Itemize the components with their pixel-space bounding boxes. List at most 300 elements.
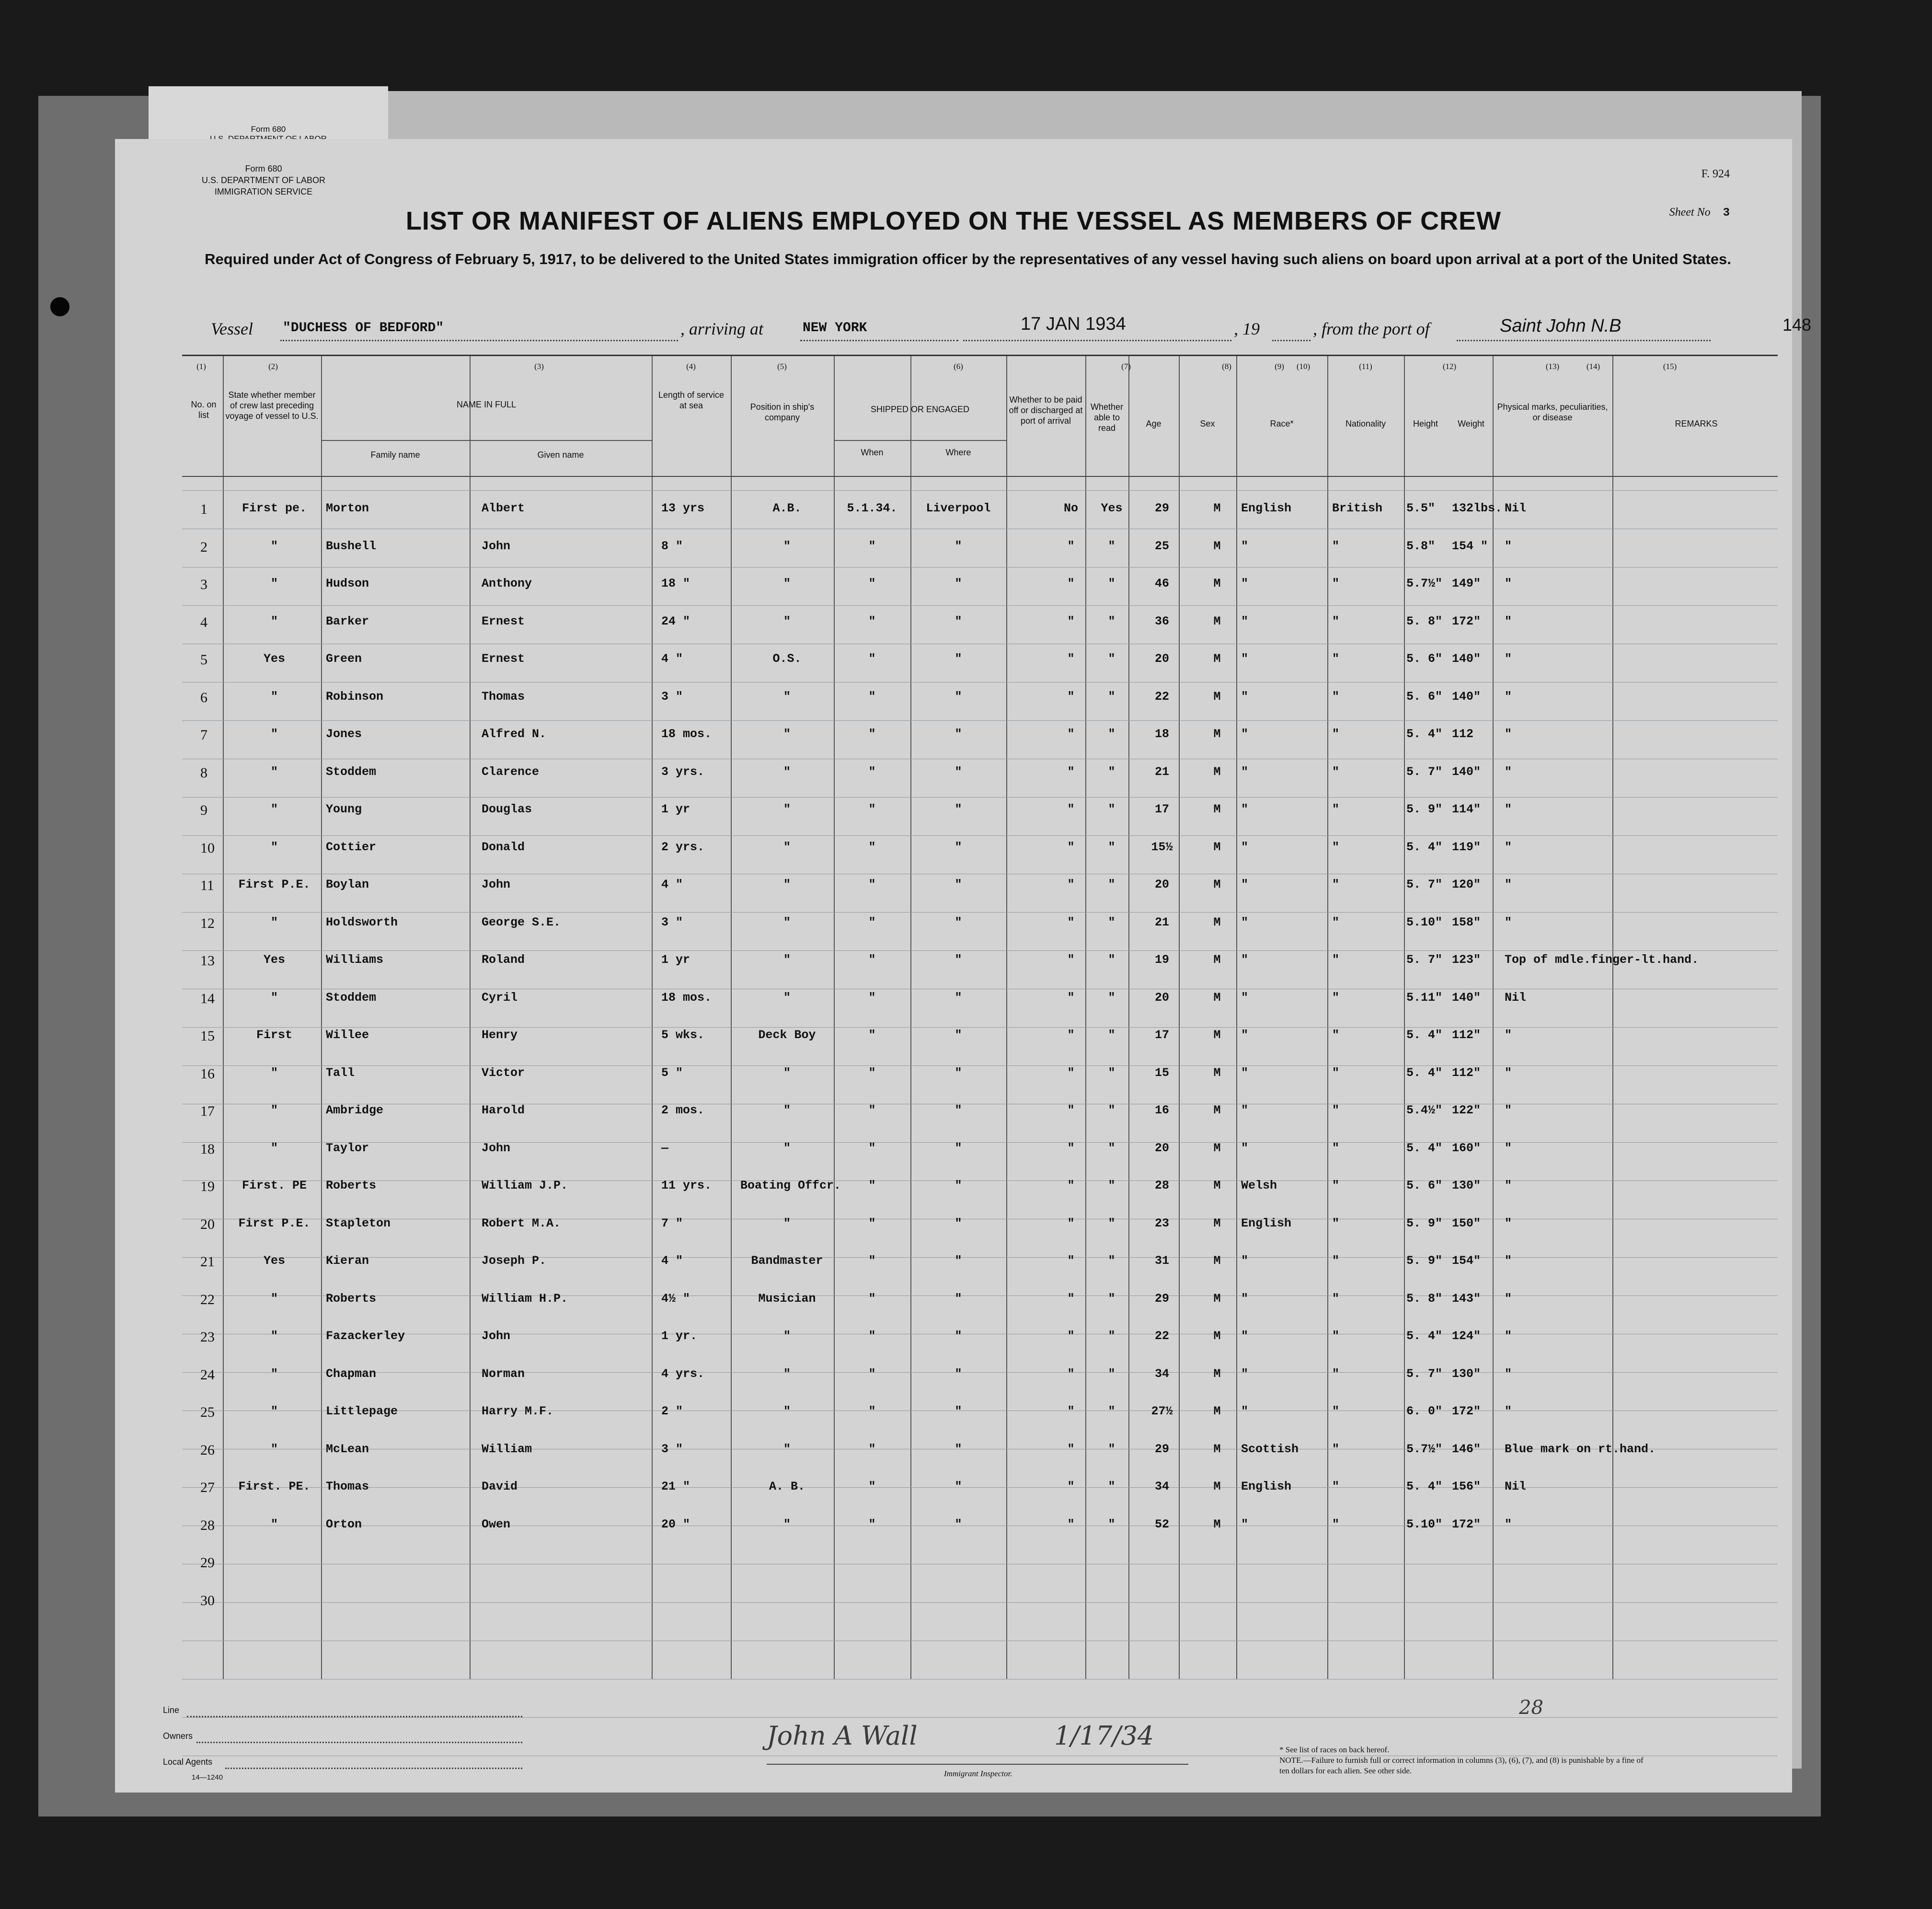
position: " xyxy=(783,990,791,1005)
crew-status: " xyxy=(270,802,278,816)
shipped-where: " xyxy=(954,1103,962,1117)
sex: M xyxy=(1213,1028,1221,1042)
position: " xyxy=(783,1103,791,1117)
sex: M xyxy=(1213,1291,1221,1306)
position: " xyxy=(783,840,791,854)
physical-marks: " xyxy=(1505,878,1512,891)
sex: M xyxy=(1213,990,1221,1005)
nationality: " xyxy=(1332,1065,1340,1080)
family-name: Green xyxy=(326,652,362,666)
length-of-service: 1 yr. xyxy=(661,1329,698,1343)
header-rule xyxy=(182,476,1778,477)
table-row xyxy=(182,1400,1778,1429)
race: " xyxy=(1241,652,1249,666)
crew-status: " xyxy=(270,1065,278,1080)
length-of-service: 4 yrs. xyxy=(661,1366,705,1381)
agents-label: Local Agents xyxy=(163,1757,213,1767)
paid-off: " xyxy=(1067,915,1075,929)
form-number: Form 680 xyxy=(245,164,282,174)
height: 5. 7" xyxy=(1406,953,1443,967)
table-row xyxy=(182,1213,1778,1241)
note-penalty: NOTE.—Failure to furnish full or correct information in columns (3), (6), (7), and (8) is punishable by a fine of ten dollars for each alien. See other side. xyxy=(1279,1756,1644,1775)
able-to-read: " xyxy=(1108,1480,1116,1493)
shipped-where: " xyxy=(954,802,962,816)
race: English xyxy=(1241,501,1292,515)
given-name: Donald xyxy=(482,840,525,854)
sex: M xyxy=(1213,840,1221,854)
race: English xyxy=(1241,1480,1292,1493)
shipped-when: " xyxy=(868,1141,876,1155)
able-to-read: " xyxy=(1108,1216,1116,1230)
paid-off: " xyxy=(1067,764,1075,779)
sex: M xyxy=(1213,1216,1221,1230)
able-to-read: " xyxy=(1108,689,1116,704)
paid-off: " xyxy=(1067,1329,1075,1343)
row-number: 5 xyxy=(200,652,207,668)
age: 36 xyxy=(1154,614,1169,628)
nationality: " xyxy=(1332,1329,1340,1343)
family-name: Williams xyxy=(326,953,384,967)
race: " xyxy=(1241,1065,1249,1080)
table-row xyxy=(182,573,1778,602)
age: 29 xyxy=(1154,1442,1169,1456)
weight: 112" xyxy=(1452,1065,1481,1080)
race: " xyxy=(1241,1291,1249,1306)
given-name: Ernest xyxy=(482,652,525,666)
position: Boating Offcr. xyxy=(740,1179,841,1192)
race: " xyxy=(1241,1366,1249,1381)
length-of-service: 18 mos. xyxy=(661,990,712,1005)
age: 31 xyxy=(1154,1254,1169,1268)
race: English xyxy=(1241,1216,1292,1230)
length-of-service: 2 yrs. xyxy=(661,840,705,854)
able-to-read: " xyxy=(1108,915,1116,929)
sex: M xyxy=(1213,953,1221,967)
column-number: (5) xyxy=(777,362,787,371)
race: " xyxy=(1241,1517,1249,1531)
shipped-when: " xyxy=(868,878,876,891)
table-row xyxy=(182,648,1778,677)
weight: 158" xyxy=(1452,915,1481,929)
shipped-where: " xyxy=(954,1216,962,1230)
given-name: Cyril xyxy=(482,990,518,1005)
physical-marks: " xyxy=(1505,577,1512,590)
family-name: Robinson xyxy=(326,689,384,704)
paid-off: " xyxy=(1067,1216,1075,1230)
height: 5. 6" xyxy=(1406,652,1443,666)
shipped-when: 5.1.34. xyxy=(847,501,897,515)
height: 5.7½" xyxy=(1406,1442,1443,1456)
race: " xyxy=(1241,764,1249,779)
position: " xyxy=(783,614,791,628)
row-number: 7 xyxy=(200,727,207,743)
able-to-read: " xyxy=(1108,614,1116,628)
weight: 140" xyxy=(1452,764,1481,779)
shipped-where: " xyxy=(954,1254,962,1268)
row-number: 10 xyxy=(200,840,215,856)
family-name: Chapman xyxy=(326,1366,377,1381)
given-name: John xyxy=(482,1141,511,1155)
column-number: (9) xyxy=(1275,362,1284,371)
age: 15 xyxy=(1154,1065,1169,1080)
shipped-when: " xyxy=(868,953,876,967)
crew-status: Yes xyxy=(263,1254,285,1268)
nationality: " xyxy=(1332,614,1340,628)
crew-status: First xyxy=(256,1028,292,1042)
height: 5. 4" xyxy=(1406,1329,1443,1343)
nationality: " xyxy=(1332,1216,1340,1230)
sex: M xyxy=(1213,1404,1221,1418)
shipped-where: " xyxy=(954,652,962,666)
crew-status: " xyxy=(270,1103,278,1117)
given-name: Clarence xyxy=(482,764,540,779)
sex: M xyxy=(1213,652,1221,666)
age: 20 xyxy=(1154,990,1169,1005)
page-number: 148 xyxy=(1782,315,1812,335)
sex: M xyxy=(1213,1480,1221,1493)
length-of-service: 1 yr xyxy=(661,802,690,816)
form-code: 14—1240 xyxy=(192,1773,223,1782)
family-name: Littlepage xyxy=(326,1404,398,1418)
header-name-in-full: NAME IN FULL xyxy=(456,400,517,409)
row-number: 3 xyxy=(200,577,207,592)
age: 21 xyxy=(1154,915,1169,929)
family-name: Bushell xyxy=(326,539,377,553)
paid-off: " xyxy=(1067,1291,1075,1306)
table-row xyxy=(182,1099,1778,1128)
vessel-name: "DUCHESS OF BEDFORD" xyxy=(283,321,444,336)
position: " xyxy=(783,1404,791,1418)
able-to-read: " xyxy=(1108,1065,1116,1080)
given-name: Robert M.A. xyxy=(482,1216,561,1230)
stub-form-number: Form 680 xyxy=(251,125,286,134)
family-name: Thomas xyxy=(326,1480,369,1493)
header-given-name: Given name xyxy=(537,450,584,460)
header-position: Position in ship's company xyxy=(750,402,815,422)
header-length-service: Length of service at sea xyxy=(658,390,724,410)
given-name: Norman xyxy=(482,1366,525,1381)
height: 5. 4" xyxy=(1406,1065,1443,1080)
able-to-read: " xyxy=(1108,1517,1116,1531)
table-row xyxy=(182,611,1778,639)
age: 22 xyxy=(1154,1329,1169,1343)
ruled-line xyxy=(182,682,1778,683)
weight: 172" xyxy=(1452,1517,1481,1531)
race: Welsh xyxy=(1241,1179,1277,1192)
nationality: " xyxy=(1332,1366,1340,1381)
crew-status: " xyxy=(270,614,278,628)
age: 21 xyxy=(1154,764,1169,779)
shipped-where: " xyxy=(954,1291,962,1306)
shipped-where: " xyxy=(954,1141,962,1155)
f-number: F. 924 xyxy=(1701,168,1730,180)
family-name: Morton xyxy=(326,501,369,515)
physical-marks: " xyxy=(1505,1103,1512,1117)
column-number: (11) xyxy=(1359,362,1372,371)
length-of-service: 4 " xyxy=(661,1254,683,1268)
from-label: , from the port of xyxy=(1313,319,1430,338)
family-name: Taylor xyxy=(326,1141,369,1155)
weight: 124" xyxy=(1452,1329,1481,1343)
height: 5. 7" xyxy=(1406,878,1443,891)
from-port: Saint John N.B xyxy=(1500,316,1622,336)
nationality: " xyxy=(1332,802,1340,816)
row-number: 6 xyxy=(200,689,207,706)
row-number: 2 xyxy=(200,539,207,555)
family-name: Ambridge xyxy=(326,1103,384,1117)
row-number: 22 xyxy=(200,1291,215,1307)
crew-status: " xyxy=(270,539,278,553)
length-of-service: 8 " xyxy=(661,539,683,553)
row-number: 25 xyxy=(200,1404,215,1420)
able-to-read: " xyxy=(1108,802,1116,816)
family-name: Willee xyxy=(326,1028,369,1042)
shipped-when: " xyxy=(868,764,876,779)
paid-off: " xyxy=(1067,1103,1075,1117)
paid-off: " xyxy=(1067,1404,1075,1418)
sex: M xyxy=(1213,689,1221,704)
length-of-service: 20 " xyxy=(661,1517,690,1531)
race: " xyxy=(1241,990,1249,1005)
height: 5. 4" xyxy=(1406,840,1443,854)
nationality: " xyxy=(1332,1517,1340,1531)
position: " xyxy=(783,802,791,816)
row-number: 29 xyxy=(200,1555,215,1571)
family-name: Cottier xyxy=(326,840,377,854)
physical-marks: " xyxy=(1505,1216,1512,1230)
weight: 123" xyxy=(1452,953,1481,967)
header-subrule xyxy=(321,440,652,441)
position: " xyxy=(783,1517,791,1531)
crew-status: " xyxy=(270,1291,278,1306)
able-to-read: " xyxy=(1108,727,1116,741)
weight: 160" xyxy=(1452,1141,1481,1155)
position: " xyxy=(783,1141,791,1155)
shipped-when: " xyxy=(868,1065,876,1080)
form-header xyxy=(163,163,364,197)
weight: 114" xyxy=(1452,802,1481,816)
inspector-signature: John A Wall xyxy=(767,1721,918,1751)
header-able-read: Whether able to read xyxy=(1090,402,1124,433)
crew-status: First pe. xyxy=(242,501,307,515)
position: " xyxy=(783,1216,791,1230)
shipped-when: " xyxy=(868,727,876,741)
length-of-service: 4 " xyxy=(661,878,683,891)
race: " xyxy=(1241,1028,1249,1042)
position: " xyxy=(783,1366,791,1381)
weight: 112 xyxy=(1452,727,1474,741)
age: 28 xyxy=(1154,1179,1169,1192)
position: Musician xyxy=(758,1291,816,1306)
physical-marks: " xyxy=(1505,1254,1512,1268)
paid-off: " xyxy=(1067,1517,1075,1531)
age: 46 xyxy=(1154,577,1169,590)
crew-status: First P.E. xyxy=(238,878,310,891)
department: U.S. DEPARTMENT OF LABOR xyxy=(201,175,326,185)
nationality: " xyxy=(1332,1141,1340,1155)
family-name: Stapleton xyxy=(326,1216,391,1230)
height: 5. 6" xyxy=(1406,689,1443,704)
sex: M xyxy=(1213,1065,1221,1080)
height: 5. 7" xyxy=(1406,764,1443,779)
able-to-read: " xyxy=(1108,539,1116,553)
position: A.B. xyxy=(772,501,802,515)
weight: 146" xyxy=(1452,1442,1481,1456)
age: 17 xyxy=(1154,802,1169,816)
height: 6. 0" xyxy=(1406,1404,1443,1418)
paid-off: " xyxy=(1067,990,1075,1005)
crew-status: Yes xyxy=(263,953,285,967)
position: " xyxy=(783,689,791,704)
table-row xyxy=(182,723,1778,752)
shipped-when: " xyxy=(868,990,876,1005)
shipped-when: " xyxy=(868,1291,876,1306)
ruled-line xyxy=(182,797,1778,798)
race: " xyxy=(1241,915,1249,929)
family-name: Young xyxy=(326,802,362,816)
shipped-where: " xyxy=(954,953,962,967)
column-number: (14) xyxy=(1586,362,1600,371)
sex: M xyxy=(1213,727,1221,741)
given-name: Harold xyxy=(482,1103,525,1117)
paid-off: " xyxy=(1067,1366,1075,1381)
count-note: 28 xyxy=(1519,1697,1543,1719)
nationality: " xyxy=(1332,727,1340,741)
family-name: Holdsworth xyxy=(326,915,398,929)
weight: 140" xyxy=(1452,689,1481,704)
header-subrule xyxy=(834,440,1006,441)
table-row xyxy=(182,1551,1778,1580)
column-number: (8) xyxy=(1222,362,1231,371)
shipped-where: " xyxy=(954,1517,962,1531)
row-number: 8 xyxy=(200,764,207,781)
physical-marks: " xyxy=(1505,1329,1512,1343)
age: 27½ xyxy=(1151,1404,1173,1418)
race: " xyxy=(1241,1254,1249,1268)
header-crew-member: State whether member of crew last preceding voyage of vessel to U.S. xyxy=(225,390,319,421)
crew-status: " xyxy=(270,1141,278,1155)
row-number: 4 xyxy=(200,614,207,630)
height: 5. 9" xyxy=(1406,1216,1443,1230)
row-number: 27 xyxy=(200,1480,215,1495)
able-to-read: " xyxy=(1108,1291,1116,1306)
table-row xyxy=(182,686,1778,715)
age: 34 xyxy=(1154,1366,1169,1381)
crew-status: First. PE xyxy=(242,1179,307,1192)
physical-marks: " xyxy=(1505,614,1512,628)
shipped-where: " xyxy=(954,1480,962,1493)
race: Scottish xyxy=(1241,1442,1299,1456)
manifest-table xyxy=(182,355,1778,1679)
page-subtitle: Required under Act of Congress of February 5, 1917, to be delivered to the United States immigration officer by the representatives of any vessel having such aliens on board upon arrival at a port of the United States. xyxy=(205,251,1731,267)
paid-off: " xyxy=(1067,652,1075,666)
nationality: " xyxy=(1332,953,1340,967)
height: 5. 9" xyxy=(1406,1254,1443,1268)
able-to-read: " xyxy=(1108,1366,1116,1381)
sex: M xyxy=(1213,577,1221,590)
table-row xyxy=(182,1476,1778,1504)
header-no-on-list: No. on list xyxy=(191,400,217,420)
position: " xyxy=(783,577,791,590)
length-of-service: 4 " xyxy=(661,652,683,666)
race: " xyxy=(1241,689,1249,704)
race: " xyxy=(1241,802,1249,816)
weight: 156" xyxy=(1452,1480,1481,1493)
ruled-line xyxy=(182,605,1778,606)
row-number: 9 xyxy=(200,802,207,818)
age: 15½ xyxy=(1151,840,1173,854)
nationality: " xyxy=(1332,1404,1340,1418)
nationality: " xyxy=(1332,1179,1340,1192)
length-of-service: 1 yr xyxy=(661,953,690,967)
able-to-read: " xyxy=(1108,1028,1116,1042)
shipped-when: " xyxy=(868,539,876,553)
age: 16 xyxy=(1154,1103,1169,1117)
age: 17 xyxy=(1154,1028,1169,1042)
header-height: Height xyxy=(1413,419,1438,428)
header-nationality: Nationality xyxy=(1345,419,1386,428)
paid-off: " xyxy=(1067,727,1075,741)
physical-marks: " xyxy=(1505,652,1512,666)
table-row xyxy=(182,1438,1778,1467)
shipped-when: " xyxy=(868,1329,876,1343)
row-number: 17 xyxy=(200,1103,215,1119)
nationality: " xyxy=(1332,990,1340,1005)
race: " xyxy=(1241,953,1249,967)
crew-status: " xyxy=(270,1404,278,1418)
position: " xyxy=(783,1442,791,1456)
race: " xyxy=(1241,1103,1249,1117)
table-row xyxy=(182,1137,1778,1166)
note-races: * See list of races on back hereof. xyxy=(1279,1745,1390,1754)
row-number: 24 xyxy=(200,1366,215,1383)
physical-marks: Blue mark on rt.hand. xyxy=(1505,1442,1656,1456)
table-row xyxy=(182,1589,1778,1618)
nationality: " xyxy=(1332,1103,1340,1117)
length-of-service: — xyxy=(661,1141,669,1155)
age: 25 xyxy=(1154,539,1169,553)
column-number: (3) xyxy=(534,362,544,371)
table-row xyxy=(182,949,1778,978)
inspector-label: Immigrant Inspector. xyxy=(944,1769,1012,1778)
given-name: Albert xyxy=(482,501,525,515)
given-name: William J.P. xyxy=(482,1179,568,1192)
row-number: 14 xyxy=(200,990,215,1007)
table-row xyxy=(182,1325,1778,1354)
shipped-where: " xyxy=(954,1366,962,1381)
sex: M xyxy=(1213,1254,1221,1268)
shipped-where: " xyxy=(954,689,962,704)
shipped-when: " xyxy=(868,1179,876,1192)
column-number: (4) xyxy=(686,362,696,371)
crew-status: First P.E. xyxy=(238,1216,310,1230)
shipped-when: " xyxy=(868,1517,876,1531)
given-name: Henry xyxy=(482,1028,518,1042)
given-name: Anthony xyxy=(482,577,532,590)
nationality: " xyxy=(1332,1291,1340,1306)
age: 20 xyxy=(1154,652,1169,666)
paid-off: " xyxy=(1067,878,1075,891)
physical-marks: " xyxy=(1505,539,1512,553)
race: " xyxy=(1241,727,1249,741)
row-number: 28 xyxy=(200,1517,215,1533)
age: 29 xyxy=(1154,501,1169,515)
weight: 132lbs. xyxy=(1452,501,1503,515)
column-number: (1) xyxy=(196,362,206,371)
sex: M xyxy=(1213,1329,1221,1343)
height: 5. 9" xyxy=(1406,802,1443,816)
age: 52 xyxy=(1154,1517,1169,1531)
